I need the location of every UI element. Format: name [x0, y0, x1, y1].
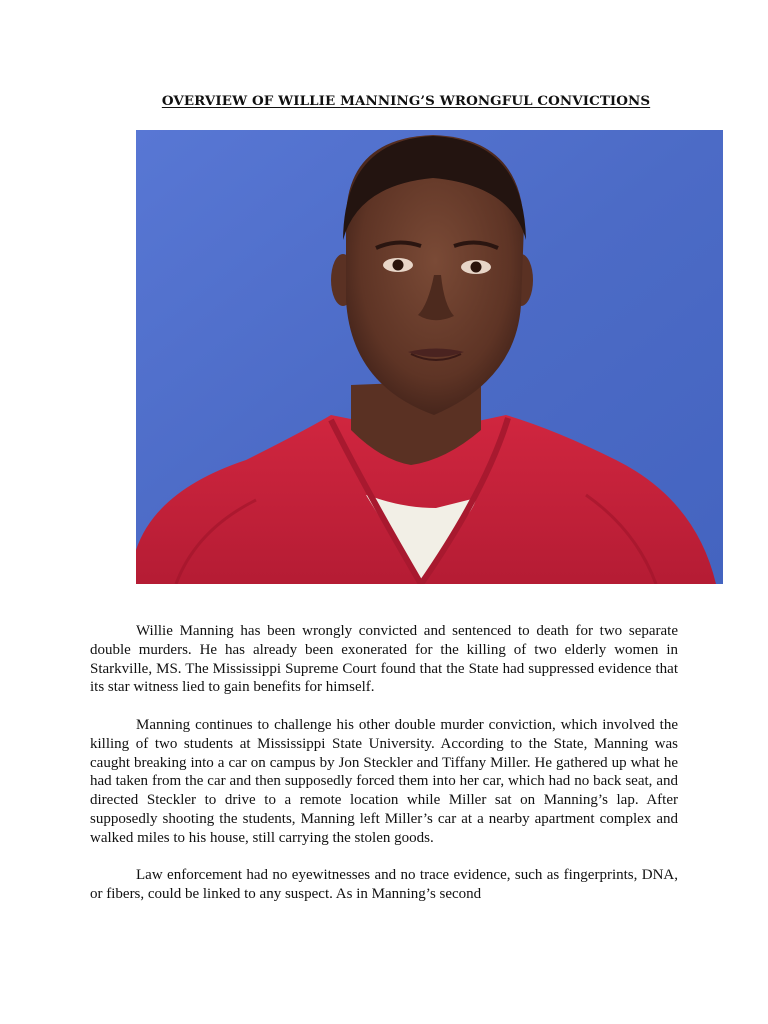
paragraph-3: Law enforcement had no eyewitnesses and no trace evidence, such as fingerprints, DNA, or fibers, could be linked to any suspect. As in Manning’s second [90, 867, 678, 903]
document-title: OVERVIEW OF WILLIE MANNING’S WRONGFUL CONVICTIONS [161, 93, 651, 109]
paragraph-2: Manning continues to challenge his other double murder conviction, which involved the killing of two students at Mississippi State University. According to the State, Manning was caught breaking into a car on campus by Jon Steckler and Tiffany Miller. He gathered up what he had taken from the car and then supposedly forced them into her car, which had no back seat, and directed Steckler to drive to a remote location while Miller sat on Manning’s lap. After supposedly shooting the students, Manning left Miller’s car at a nearby apartment complex and walked miles to his house, still carrying the stolen goods. [90, 716, 678, 846]
portrait-photo [136, 130, 723, 584]
body-text [90, 622, 678, 923]
paragraph-1: Willie Manning has been wrongly convicted and sentenced to death for two separate double murders. He has already been exonerated for the killing of two elderly women in Starkville, MS. The Mississippi Supreme Court found that the State had suppressed evidence that its star witness lied to gain benefits for himself. [90, 623, 678, 696]
